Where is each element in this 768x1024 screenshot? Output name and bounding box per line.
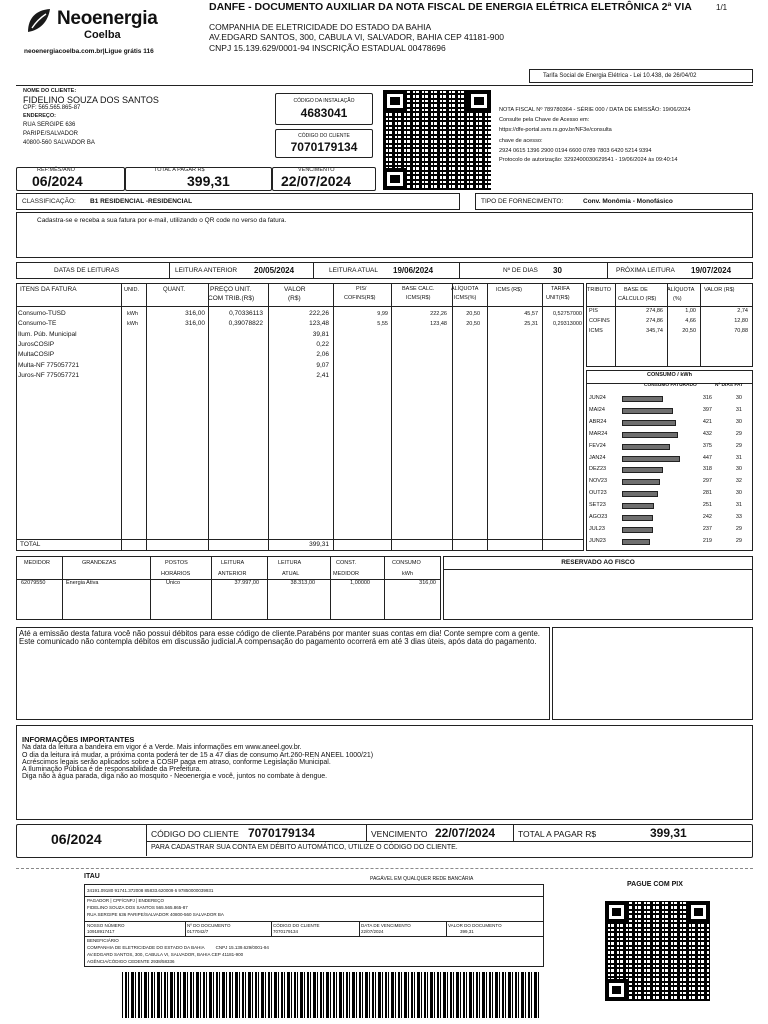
consumption-month: FEV24 [589,443,606,449]
consumption-days: 30 [735,395,742,401]
meter-col-const-1: CONST. [336,560,357,566]
item-aliq: 20,50 [466,311,480,317]
due-date-box [272,167,376,191]
tariff-note-box [529,69,753,83]
client-name-label: NOME DO CLIENTE: [23,88,77,94]
col-price-2: COM TRIB.(R$) [208,295,255,302]
client-name: FIDELINO SOUZA DOS SANTOS [23,95,159,105]
company-address: AV.EDGARD SANTOS, 300, CABULA VI, SALVADOR, BAHIA CEP 41181-900 [209,32,504,42]
tax-base: 274,86 [646,308,663,314]
meter-atual: 38.313,00 [290,580,315,586]
notice-text: Cadastra-se e receba a sua fatura por e-mail, utilizando o QR code no verso da fatura. [37,217,287,224]
nf-key-label: chave de acesso: [499,138,543,144]
col-pis-1: PIS/ [356,286,367,292]
tax-name: COFINS [589,318,610,324]
meter-col-atual-2: ATUAL [282,571,300,577]
classification-value: B1 RESIDENCIAL -RESIDENCIAL [90,198,193,205]
installation-code-box [275,93,373,125]
footer-client: 7070179134 [248,826,315,840]
item-pis: 9,99 [377,311,388,317]
slip-payer-1: FIDELINO SOUZA DOS SANTOS 565.565.865-87 [87,905,188,910]
prev-reading-label: LEITURA ANTERIOR [175,267,238,274]
tax-aliq: 20,50 [682,328,696,334]
footer-client-label: CÓDIGO DO CLIENTE [151,829,239,839]
neoenergia-logo [24,6,164,42]
item-value: 123,48 [309,320,329,327]
consumption-days: 31 [735,407,742,413]
tax-aliq: 1,00 [685,308,696,314]
consumption-month: OUT23 [589,490,607,496]
consumption-kwh: 316 [702,395,712,401]
slip-val-label: VALOR DO DOCUMENTO [448,923,502,928]
item-price: 0,39078822 [228,320,263,327]
company-name: COMPANHIA DE ELETRICIDADE DO ESTADO DA BAHIA [209,22,432,32]
meter-col-medidor: MEDIDOR [24,560,50,566]
slip-benef-label: BENEFICIÁRIO [87,938,119,943]
meter-col-cons-2: kWh [402,571,413,577]
info-line-5: Diga não à água parada, diga não ao mosquito - Neoenergia e você, juntos no combate à dengue. [22,773,328,780]
item-tarifa: 0,29313000 [552,321,582,327]
supply-value: Conv. Monômia - Monofásico [583,198,673,205]
consumption-kwh: 375 [702,443,712,449]
slip-pix-label: PAGUE COM PIX [627,881,683,888]
meter-consumo: 316,00 [419,580,436,586]
meter-col-cons-1: CONSUMO [392,560,421,566]
col-qty: QUANT. [163,287,186,293]
consumption-bar [622,479,660,485]
consumption-title: CONSUMO / kWh [647,372,692,378]
next-reading: 19/07/2024 [691,266,732,275]
consumption-month: AGO23 [589,514,608,520]
tax-col-base-2: CÁLCULO (R$) [618,296,657,302]
consumption-month: JAN24 [589,455,606,461]
client-code-label: CÓDIGO DO CLIENTE [298,133,350,139]
consumption-month: JUN24 [589,395,606,401]
client-cpf: CPF: 565.565.865-87 [23,105,81,111]
consumption-kwh: 219 [702,538,712,544]
footer-due: 22/07/2024 [435,826,496,840]
slip-digits: 34191.09180 91741.372008 85833.620009 6 97850000039931 [87,888,214,893]
item-desc: Multa-NF 775057721 [18,362,80,369]
slip-doc: 0177042/7 [187,929,209,934]
consumption-days: 31 [735,502,742,508]
consumption-col-days: Nº DIAS FAT [715,383,744,388]
notice-box [16,212,753,258]
nf-consult: Consulte pela Chave de Acesso em: [499,117,590,123]
total-amount: 399,31 [187,173,230,189]
consumption-month: DEZ23 [589,466,607,472]
client-address-1: RUA SERGIPE 636 [23,122,76,128]
consumption-days: 32 [735,478,742,484]
consumption-kwh: 421 [702,419,712,425]
consumption-bar [622,456,680,462]
slip-nn-label: NOSSO NÚMERO [87,923,125,928]
footer-ref: 06/2024 [51,831,102,847]
consumption-kwh: 297 [702,478,712,484]
client-address-3: 40800-560 SALVADOR BA [23,140,95,146]
meter-col-postos-1: POSTOS [165,560,188,566]
col-base-2: ICMS(R$) [406,295,431,301]
item-value: 2,41 [316,372,329,379]
item-qty: 316,00 [185,320,205,327]
info-line-1: Na data da leitura a bandeira em vigor é a Verde. Mais informações em www.aneel.gov.br. [22,744,302,751]
slip-cc: 7070179134 [273,929,299,934]
consumption-bar [622,527,653,533]
meter-const: 1,00000 [350,580,370,586]
consumption-bar [622,467,663,473]
col-aliq-2: ICMS(%) [454,295,477,301]
footer-note: PARA CADASTRAR SUA CONTA EM DÉBITO AUTOMÁTICO, UTILIZE O CÓDIGO DO CLIENTE. [151,844,458,851]
item-desc: MultaCOSIP [18,351,55,358]
tax-name: ICMS [589,328,603,334]
item-value: 222,26 [309,310,329,317]
col-tarifa-2: UNIT(R$) [546,295,570,301]
col-unit: UNID. [124,287,139,293]
consumption-bar [622,539,650,545]
info-line-4: A Iluminação Pública é de responsabilidade da Prefeitura. [22,766,202,773]
consumption-kwh: 281 [702,490,712,496]
page-number: 1/1 [716,3,728,12]
item-price: 0,70336113 [229,310,263,317]
client-code-box [275,129,373,158]
slip-benef-1: COMPANHIA DE ELETRICIDADE DO ESTADO DA BAHIA CNPJ 15.139.629/0001-94 [87,945,269,950]
item-desc: Consumo-TE [18,320,57,327]
meter-id: 62079550 [21,580,46,586]
consumption-kwh: 432 [702,431,712,437]
consumption-kwh: 237 [702,526,712,532]
slip-date: 22/07/2024 [361,929,384,934]
meter-col-ant-2: ANTERIOR [218,571,247,577]
item-pis: 5,55 [377,321,388,327]
consumption-kwh: 251 [702,502,712,508]
document-title: DANFE - DOCUMENTO AUXILIAR DA NOTA FISCAL DE ENERGIA ELÉTRICA ELETRÔNICA 2ª VIA [209,1,692,13]
col-tarifa-1: TARIFA [551,286,570,292]
consumption-bar [622,396,663,402]
items-total-label: TOTAL [20,541,41,548]
slip-bank: ITAU [84,873,100,880]
consumption-bar [622,491,658,497]
consumption-month: NOV23 [589,478,608,484]
meter-posto: Único [166,580,181,586]
tax-col-base-1: BASE DE [624,287,648,293]
leaf-logo-icon [24,6,54,36]
consumption-days: 29 [735,538,742,544]
item-value: 2,06 [316,351,329,358]
consumption-days: 29 [735,431,742,437]
meter-col-atual-1: LEITURA [278,560,302,566]
slip-doc-label: Nº DO DOCUMENTO [187,923,231,928]
supply-box [475,193,753,210]
col-icms: ICMS (R$) [496,287,522,293]
total-label: TOTAL A PAGAR R$ [154,167,205,173]
consumption-kwh: 242 [702,514,712,520]
consumption-month: JUN23 [589,538,606,544]
meter-grandeza: Energia Ativa [66,580,99,586]
col-items: ITENS DA FATURA [20,286,77,293]
consumption-days: 33 [735,514,742,520]
slip-pay-any: PAGÁVEL EM QUALQUER REDE BANCÁRIA [370,876,474,882]
meter-col-grandezas: GRANDEZAS [82,560,117,566]
item-desc: JurosCOSIP [18,341,55,348]
supply-label: TIPO DE FORNECIMENTO: [481,198,564,205]
slip-benef-3: AGÊNCIA/CÓDIGO CEDENTE 2938/58336 [87,959,175,964]
consumption-bar [622,432,678,438]
item-base: 222,26 [430,311,447,317]
item-base: 123,48 [430,321,447,327]
item-desc: Ilum. Púb. Municipal [18,331,77,338]
col-value-1: VALOR [284,286,306,293]
item-value: 9,07 [316,362,329,369]
slip-benef-2: AV.EDGARD SANTOS, 300, CABULA VI, SALVADOR, BAHIA CEP 41181-900 [87,952,244,957]
item-icms: 25,31 [524,321,538,327]
due-date-label: VENCIMENTO [298,167,335,173]
footer-total: 399,31 [650,826,687,840]
slip-box [84,884,544,967]
item-unit: kWh [127,321,138,327]
consumption-month: MAR24 [589,431,608,437]
item-value: 0,22 [316,341,329,348]
days-label: Nº DE DIAS [503,267,538,274]
tax-aliq: 4,66 [685,318,696,324]
installation-code: 4683041 [300,106,348,120]
info-box [16,725,753,820]
col-pis-2: COFINS(R$) [344,295,376,301]
tax-value: 12,80 [734,318,748,324]
tax-col-valor: VALOR (R$) [704,287,735,293]
nf-access-key: 2924 0615 1396 2900 0194 6600 0789 7803 6420 5214 9394 [499,148,652,154]
tax-col-tributo: TRIBUTO [587,287,612,293]
consumption-kwh: 447 [702,455,712,461]
meter-col-ant-1: LEITURA [221,560,245,566]
item-tarifa: 0,52757000 [552,311,582,317]
taxes-table [586,283,753,367]
item-icms: 45,57 [524,311,538,317]
ref-month-label: REF:MÊS/ANO [37,167,75,173]
meter-col-const-2: MEDIDOR [333,571,359,577]
fisco-label: RESERVADO AO FISCO [561,559,635,566]
company-cnpj: CNPJ 15.139.629/0001-94 INSCRIÇÃO ESTADUAL 00478696 [209,43,446,53]
nf-number: NOTA FISCAL Nº 789780364 - SÉRIE 000 / DATA DE EMISSÃO: 19/06/2024 [499,107,691,113]
prev-reading: 20/05/2024 [254,266,295,275]
slip-nn: 10918917417 [87,929,115,934]
col-aliq-1: ALÍQUOTA [451,286,479,292]
tax-value: 70,88 [734,328,748,334]
client-address-2: PARIPE/SALVADOR [23,131,79,137]
fisco-box [443,556,753,620]
debt-message-box [16,627,550,720]
consumption-month: JUL23 [589,526,605,532]
info-line-2: O dia da leitura irá mudar, a próxima conta poderá ter de 15 a 47 dias de consumo Art.260-REN ANEEL 1000/21) [22,752,374,759]
slip-date-label: DATA DE VENCIMENTO [361,923,411,928]
tax-base: 345,74 [646,328,663,334]
payment-barcode[interactable] [122,972,540,1018]
consumption-days: 30 [735,490,742,496]
consumption-days: 31 [735,455,742,461]
client-address-label: ENDEREÇO: [23,113,57,119]
col-base-1: BASE CALC. [402,286,435,292]
item-desc: Consumo-TUSD [18,310,66,317]
consumption-col-kwh: CONSUMO FATURADO [644,383,697,388]
info-title: INFORMAÇÕES IMPORTANTES [22,735,135,744]
meter-anterior: 37.997,00 [234,580,259,586]
tax-name: PIS [589,308,598,314]
consumption-bar [622,503,654,509]
item-qty: 316,00 [185,310,205,317]
nf-url[interactable]: https://dfe-portal.svrs.rs.gov.br/NF3e/consulta [499,127,612,133]
tax-value: 2,74 [737,308,748,314]
client-code: 7070179134 [290,140,358,154]
due-date: 22/07/2024 [281,173,352,189]
access-qr-code[interactable] [383,90,491,190]
item-desc: Juros-NF 775057721 [18,372,80,379]
readings-row [16,262,753,279]
col-price-1: PREÇO UNIT. [210,286,252,293]
consumption-month: ABR24 [589,419,607,425]
consumption-days: 30 [735,466,742,472]
item-aliq: 20,50 [466,321,480,327]
col-value-2: (R$) [288,295,301,302]
tax-col-aliq-1: ALÍQUOTA [667,287,695,293]
footer-summary [16,824,753,858]
total-box [125,167,272,191]
consumption-days: 29 [735,526,742,532]
consumption-bar [622,408,673,414]
consumption-bar [622,444,670,450]
item-value: 39,81 [312,331,329,338]
tax-col-aliq-2: (%) [673,296,682,302]
slip-cc-label: CÓDIGO DO CLIENTE [273,923,320,928]
consumption-kwh: 318 [702,466,712,472]
consumption-bar [622,420,676,426]
ref-month-box [16,167,125,191]
debt-message: Até a emissão desta fatura você não possui débitos para esse código de cliente.Parabéns por manter suas contas em dia! Conte sempre com a gente. Este comunicado não contempla débitos em discussão judicial.A compensação do pagamento ocorrerá em até 3 dias úteis, após data do pagamento. [19,629,540,646]
meter-col-postos-2: HORÁRIOS [161,571,191,577]
readings-label: DATAS DE LEITURAS [54,267,120,274]
consumption-kwh: 397 [702,407,712,413]
classification-box [16,193,460,210]
consumption-days: 30 [735,419,742,425]
brand-subname: Coelba [84,29,121,41]
items-total: 399,31 [309,541,329,548]
nf-protocol: Protocolo de autorização: 3292400030629541 - 19/06/2024 às 09:40:14 [499,157,678,163]
consumption-bar [622,515,653,521]
tariff-note: Tarifa Social de Energia Elétrica - Lei 10.438, de 26/04/02 [543,73,697,79]
footer-total-label: TOTAL A PAGAR R$ [518,829,597,839]
curr-reading: 19/06/2024 [393,266,434,275]
brand-site[interactable]: neoenergiacoelba.com.br|Ligue grátis 116 [24,48,154,55]
installation-code-label: CÓDIGO DA INSTALAÇÃO [293,98,355,104]
consumption-month: MAI24 [589,407,605,413]
info-line-3: Acréscimos legais serão aplicados sobre a COSIP paga em atraso, conforme Legislação Municipal. [22,759,331,766]
slip-payer-label: PAGADOR | CPF/CNPJ | ENDEREÇO [87,898,165,903]
brand-name: Neoenergia [57,8,158,29]
consumption-days: 29 [735,443,742,449]
item-unit: kWh [127,311,138,317]
next-reading-label: PRÓXIMA LEITURA [616,267,675,274]
footer-due-label: VENCIMENTO [371,829,428,839]
slip-payer-2: RUA SERGIPE 636 PARIPE/SALVADOR 40800-560 SALVADOR BA [87,912,224,917]
ref-month: 06/2024 [32,173,83,189]
pix-qr-code[interactable] [605,901,710,1001]
consumption-month: SET23 [589,502,606,508]
days-count: 30 [553,266,562,275]
curr-reading-label: LEITURA ATUAL [329,267,379,274]
tax-base: 274,86 [646,318,663,324]
side-empty-box [552,627,753,720]
slip-val: 399,31 [460,929,474,934]
classification-label: CLASSIFICAÇÃO: [22,198,76,205]
